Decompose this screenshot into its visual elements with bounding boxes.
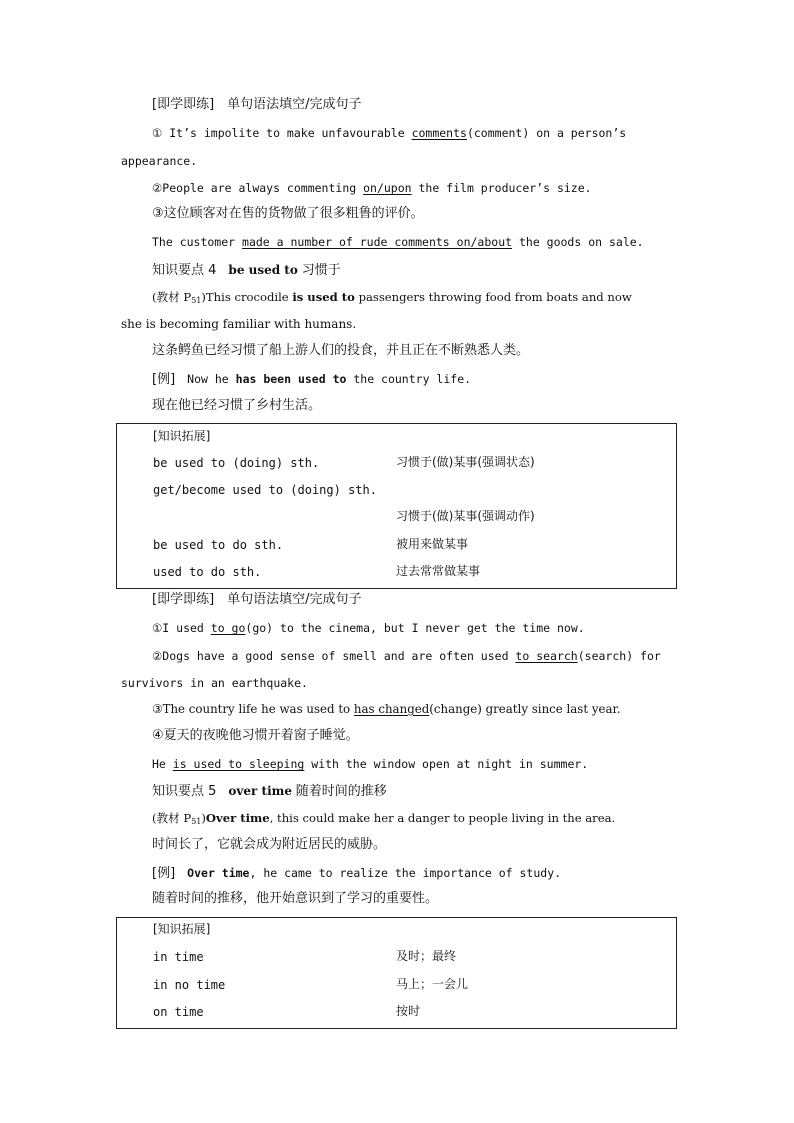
example-translation: 现在他已经习惯了乡村生活。 xyxy=(152,398,322,413)
example-translation: 随着时间的推移，他开始意识到了学习的重要性。 xyxy=(152,891,439,906)
exercise-sentence: He is used to sleeping with the window open at night in summer. xyxy=(152,757,589,771)
example-sentence: [例] Over time, he came to realize the importance of study. xyxy=(152,866,562,881)
textbook-source-sentence: (教材 $P_{51})This$ crocodile is used to passengers throwing food from boats and now xyxy=(152,290,632,305)
phrase: in time xyxy=(153,950,204,964)
box-title: [知识拓展] xyxy=(153,429,211,443)
exercise-sentence: ②People are always commenting on/upon the film producer’s size. xyxy=(152,181,592,195)
meaning: 按时 xyxy=(396,1004,421,1018)
phrase: get/become used to (doing) sth. xyxy=(153,483,377,497)
answer-blank: on/upon xyxy=(363,181,412,195)
textbook-source-sentence: (教材 $P_{51})Over$ time, this could make her a danger to people living in the area. xyxy=(152,811,616,826)
answer-blank: is used to sleeping xyxy=(172,757,305,771)
knowledge-extension-box xyxy=(116,917,677,1029)
box-title: [知识拓展] xyxy=(153,922,211,936)
answer-blank: to search xyxy=(515,649,578,663)
source-translation: 这条鳄鱼已经习惯了船上游人们的投食，并且正在不断熟悉人类。 xyxy=(152,343,530,358)
practice-heading: [即学即练] 单句语法填空/完成句子 xyxy=(152,97,362,112)
answer-blank: comments xyxy=(411,126,467,140)
answer-blank: to go xyxy=(210,621,246,635)
exercise-sentence-continued: survivors in an earthquake. xyxy=(121,676,308,690)
phrase: in no time xyxy=(153,978,226,992)
knowledge-extension-box xyxy=(116,423,677,589)
knowledge-point-heading: 知识要点 4 be used to 习惯于 xyxy=(152,263,341,278)
meaning: 习惯于(做)某事(强调状态) xyxy=(396,455,535,469)
answer-blank: has changed xyxy=(353,702,430,716)
exercise-sentence-continued: appearance. xyxy=(121,154,198,168)
answer-blank: made a number of rude comments on/about xyxy=(242,235,513,249)
exercise-sentence: ③The country life he was used to has changed(change) greatly since last year. xyxy=(152,702,621,716)
exercise-sentence: The customer made a number of rude comments on/about the goods on sale. xyxy=(152,235,644,249)
knowledge-point-heading: 知识要点 5 over time 随着时间的推移 xyxy=(152,784,387,799)
meaning: 过去常常做某事 xyxy=(396,564,481,578)
exercise-chinese: ③这位顾客对在售的货物做了很多粗鲁的评价。 xyxy=(152,206,424,221)
exercise-chinese: ④夏天的夜晚他习惯开着窗子睡觉。 xyxy=(152,728,359,743)
meaning: 习惯于(做)某事(强调动作) xyxy=(396,509,535,523)
phrase: on time xyxy=(153,1005,204,1019)
exercise-sentence: ① It’s impolite to make unfavourable comments(comment) on a person’s xyxy=(152,126,627,140)
meaning: 及时；最终 xyxy=(396,949,457,963)
meaning: 被用来做某事 xyxy=(396,537,469,551)
exercise-sentence: ①I used to go(go) to the cinema, but I never get the time now. xyxy=(152,621,585,635)
meaning: 马上；一会儿 xyxy=(396,977,469,991)
phrase: be used to (doing) sth. xyxy=(153,456,320,470)
example-sentence: [例] Now he has been used to the country life. xyxy=(152,372,472,387)
textbook-source-continued: she is becoming familiar with humans. xyxy=(121,317,357,331)
exercise-sentence: ②Dogs have a good sense of smell and are often used to search(search) for xyxy=(152,649,661,663)
practice-heading: [即学即练] 单句语法填空/完成句子 xyxy=(152,592,362,607)
phrase: used to do sth. xyxy=(153,565,262,579)
source-translation: 时间长了，它就会成为附近居民的威胁。 xyxy=(152,837,387,852)
phrase: be used to do sth. xyxy=(153,538,284,552)
